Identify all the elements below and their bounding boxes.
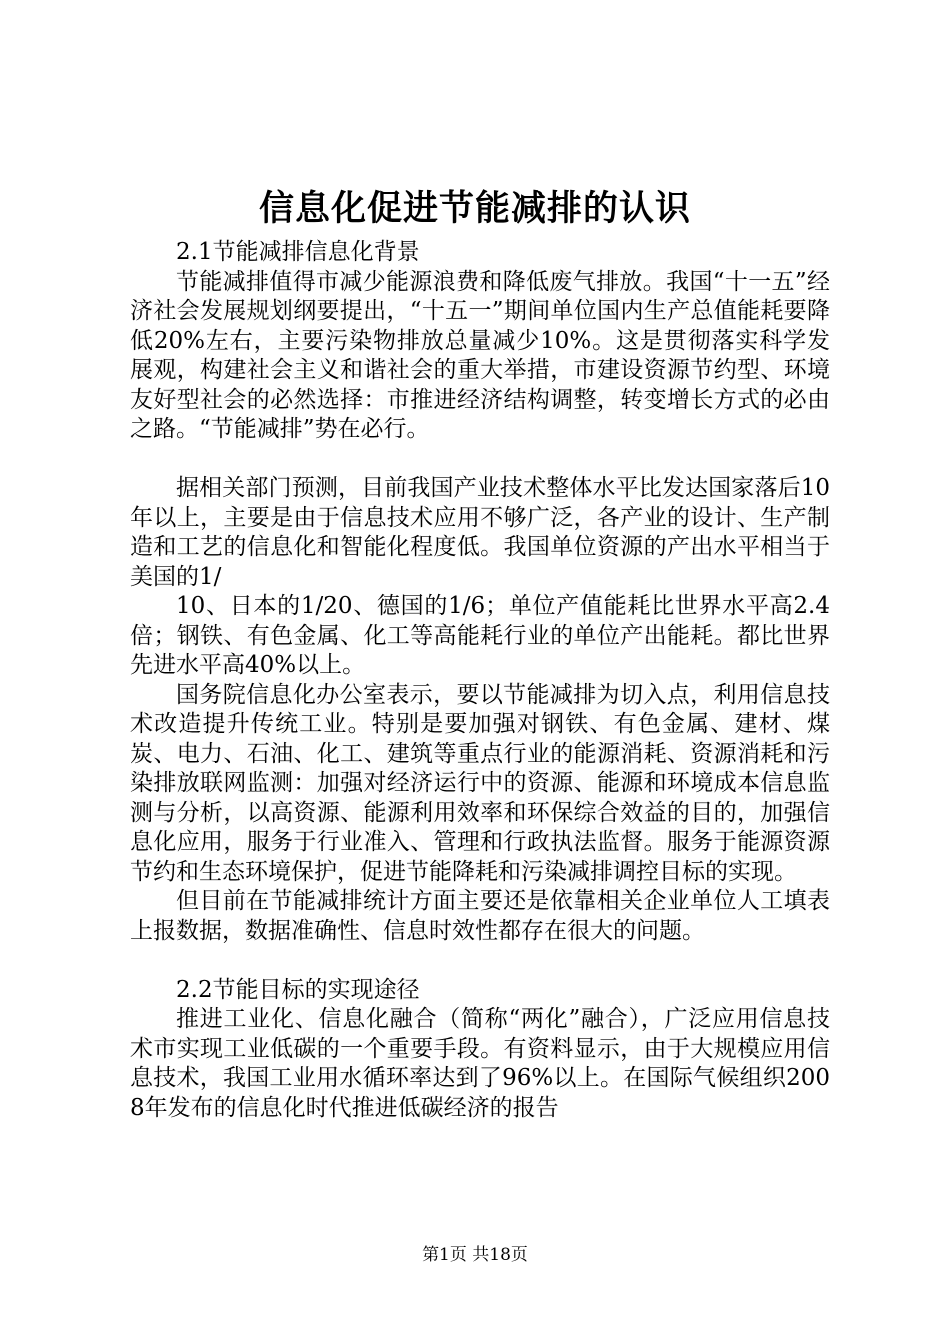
paragraph-energy-comparison: 10、日本的1/20、德国的1/6；单位产值能耗比世界水平高2.4倍；钢铁、有色金属、化工等高能耗行业的单位产出能耗。都比世界先进水平高40%以上。 <box>130 593 830 678</box>
section-heading-2-1: 2.1节能减排信息化背景 <box>176 239 420 265</box>
paragraph-energy-policy: 节能减排值得市减少能源浪费和降低废气排放。我国“十一五”经济社会发展规划纲要提出，“十五一”期间单位国内生产总值能耗要降低20%左右，主要污染物排放总量减少10%。这是贯彻落实科学发展观，构建社会主义和谐社会的重大举措，市建设资源节约型、环境友好型社会的必然选择：市推进经济结构调整，转变增长方式的必由之路。“节能减排”势在必行。 <box>130 268 830 442</box>
paragraph-gap <box>130 445 830 475</box>
paragraph-gap <box>130 946 830 976</box>
document-title: 信息化促进节能减排的认识 <box>258 188 691 229</box>
paragraph-statistics-issue: 但目前在节能减排统计方面主要还是依靠相关企业单位人工填表上报数据，数据准确性、信息时效性都存在很大的问题。 <box>130 888 830 944</box>
page-footer: 第1页 共18页 <box>422 1245 528 1265</box>
section-heading-2-2: 2.2节能目标的实现途径 <box>176 976 420 1003</box>
paragraph-state-council: 国务院信息化办公室表示，要以节能减排为切入点，利用信息技术改造提升传统工业。特别是要加强对钢铁、有色金属、建材、煤炭、电力、石油、化工、建筑等重点行业的能源消耗、资源消耗和污染排放联网监测：加强对经济运行中的资源、能源和环境成本信息监测与分析，以高资源、能源利用效率和环保综合效益的目的，加强信息化应用，服务于行业准入、管理和行政执法监督。服务于能源资源节约和生态环境保护，促进节能降耗和污染减排调控目标的实现。 <box>130 681 830 885</box>
paragraph-industry-forecast: 据相关部门预测，目前我国产业技术整体水平比发达国家落后10年以上，主要是由于信息技术应用不够广泛，各产业的设计、生产制造和工艺的信息化和智能化程度低。我国单位资源的产出水平相当于美国的1/ <box>130 475 830 590</box>
document-body <box>130 238 830 1123</box>
paragraph-integration: 推进工业化、信息化融合（简称“两化”融合），广泛应用信息技术市实现工业低碳的一个重要手段。有资料显示，由于大规模应用信息技术，我国工业用水循环率达到了96%以上。在国际气候组织2008年发布的信息化时代推进低碳经济的报告 <box>130 1006 830 1121</box>
